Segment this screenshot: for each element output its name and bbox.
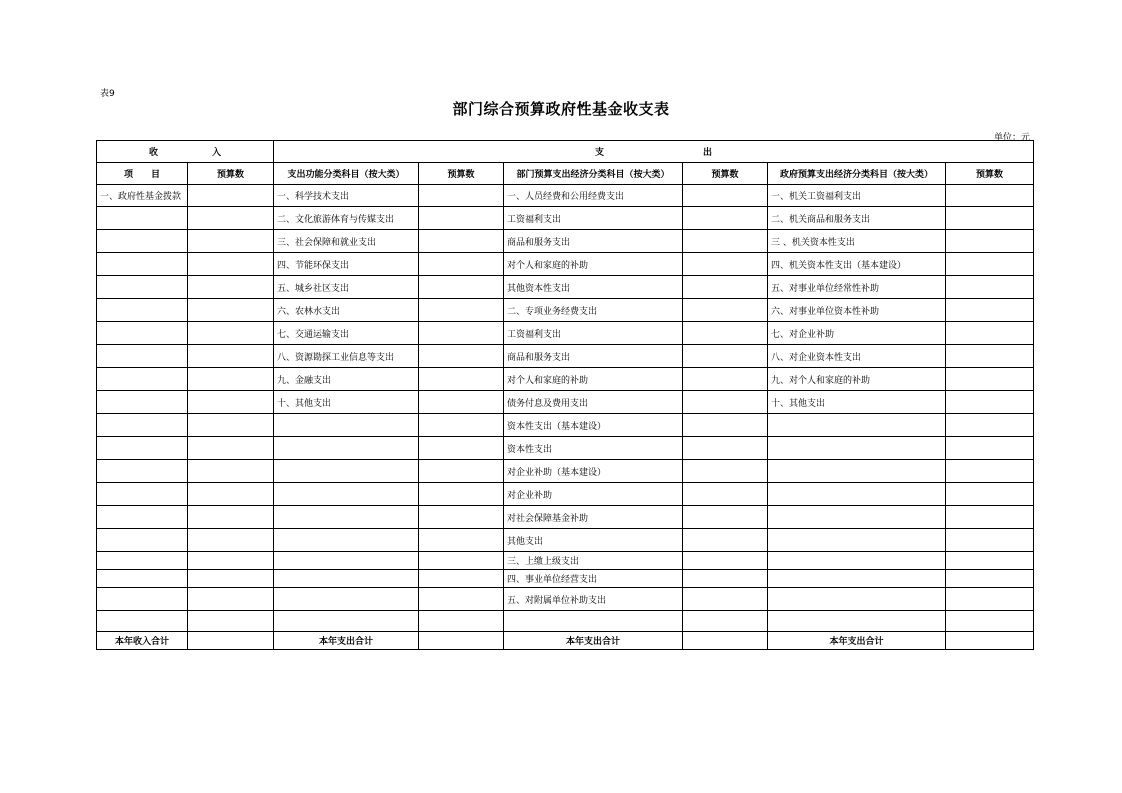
table-row	[97, 588, 1034, 611]
function-amount-cell	[419, 185, 504, 207]
gov-amount-cell	[946, 276, 1034, 299]
function-amount-cell	[419, 588, 504, 611]
dept-amount-cell	[683, 253, 768, 276]
gov-amount-cell	[946, 207, 1034, 230]
gov-econ-class-cell	[768, 483, 946, 506]
income-item-cell	[97, 414, 188, 437]
dept-econ-class-cell: 三、上缴上级支出	[504, 552, 683, 570]
income-amount-cell	[188, 437, 274, 460]
dept-econ-class-cell: 四、事业单位经营支出	[504, 570, 683, 588]
dept-amount-cell	[683, 437, 768, 460]
function-class-cell: 三、社会保障和就业支出	[274, 230, 419, 253]
function-class-cell	[274, 506, 419, 529]
col-header-gov-amount: 预算数	[946, 163, 1034, 185]
dept-total-label: 本年支出合计	[504, 632, 683, 650]
function-amount-cell	[419, 345, 504, 368]
dept-amount-cell	[683, 483, 768, 506]
table-row	[97, 437, 1034, 460]
function-amount-cell	[419, 207, 504, 230]
dept-amount-cell	[683, 570, 768, 588]
function-class-cell	[274, 570, 419, 588]
gov-econ-class-cell	[768, 460, 946, 483]
dept-econ-class-cell: 工资福利支出	[504, 322, 683, 345]
table-row	[97, 276, 1034, 299]
gov-amount-cell	[946, 483, 1034, 506]
function-class-cell: 十、其他支出	[274, 391, 419, 414]
income-amount-cell	[188, 345, 274, 368]
gov-amount-cell	[946, 299, 1034, 322]
income-amount-cell	[188, 588, 274, 611]
dept-econ-class-cell: 资本性支出	[504, 437, 683, 460]
income-amount-cell	[188, 368, 274, 391]
unit-label: 单位：元	[993, 133, 1030, 143]
dept-econ-class-cell: 对企业补助	[504, 483, 683, 506]
function-class-cell	[274, 588, 419, 611]
gov-amount-cell	[946, 414, 1034, 437]
dept-total-amount	[683, 632, 768, 650]
function-amount-cell	[419, 611, 504, 632]
income-item-cell	[97, 483, 188, 506]
income-total-amount	[188, 632, 274, 650]
table-row	[97, 506, 1034, 529]
function-amount-cell	[419, 322, 504, 345]
function-class-cell: 六、农林水支出	[274, 299, 419, 322]
gov-econ-class-cell: 三 、机关资本性支出	[768, 230, 946, 253]
function-amount-cell	[419, 253, 504, 276]
function-class-cell	[274, 611, 419, 632]
dept-amount-cell	[683, 230, 768, 253]
income-amount-cell	[188, 506, 274, 529]
function-class-cell	[274, 483, 419, 506]
income-amount-cell	[188, 299, 274, 322]
gov-total-amount	[946, 632, 1034, 650]
page-title: 部门综合预算政府性基金收支表	[452, 100, 670, 118]
dept-amount-cell	[683, 460, 768, 483]
dept-amount-cell	[683, 322, 768, 345]
dept-econ-class-cell: 对个人和家庭的补助	[504, 253, 683, 276]
table-row	[97, 322, 1034, 345]
gov-econ-class-cell	[768, 588, 946, 611]
table-row	[97, 460, 1034, 483]
income-amount-cell	[188, 611, 274, 632]
totals-row	[97, 632, 1034, 650]
table-row	[97, 483, 1034, 506]
dept-econ-class-cell: 其他支出	[504, 529, 683, 552]
income-item-cell	[97, 529, 188, 552]
gov-amount-cell	[946, 345, 1034, 368]
col-header-function-amount: 预算数	[419, 163, 504, 185]
income-item-cell	[97, 253, 188, 276]
section-header-row	[97, 141, 1034, 163]
budget-table	[96, 140, 1034, 650]
income-item-cell	[97, 391, 188, 414]
gov-amount-cell	[946, 322, 1034, 345]
dept-amount-cell	[683, 529, 768, 552]
gov-econ-class-cell	[768, 437, 946, 460]
table-row	[97, 552, 1034, 570]
dept-econ-class-cell: 对个人和家庭的补助	[504, 368, 683, 391]
function-class-cell: 一、科学技术支出	[274, 185, 419, 207]
dept-amount-cell	[683, 506, 768, 529]
table-row	[97, 368, 1034, 391]
column-header-row	[97, 163, 1034, 185]
table-row	[97, 230, 1034, 253]
table-row	[97, 299, 1034, 322]
income-amount-cell	[188, 483, 274, 506]
income-header: 收 入	[97, 141, 274, 163]
gov-econ-class-cell	[768, 414, 946, 437]
col-header-dept-amount: 预算数	[683, 163, 768, 185]
gov-amount-cell	[946, 570, 1034, 588]
gov-econ-class-cell: 四、机关资本性支出（基本建设）	[768, 253, 946, 276]
dept-amount-cell	[683, 588, 768, 611]
gov-econ-class-cell: 一、机关工资福利支出	[768, 185, 946, 207]
income-item-cell	[97, 460, 188, 483]
gov-amount-cell	[946, 391, 1034, 414]
income-amount-cell	[188, 230, 274, 253]
gov-econ-class-cell: 六、对事业单位资本性补助	[768, 299, 946, 322]
gov-econ-class-cell	[768, 506, 946, 529]
dept-econ-class-cell	[504, 611, 683, 632]
income-amount-cell	[188, 322, 274, 345]
income-amount-cell	[188, 552, 274, 570]
dept-amount-cell	[683, 552, 768, 570]
table-row	[97, 529, 1034, 552]
function-total-label: 本年支出合计	[274, 632, 419, 650]
income-total-label: 本年收入合计	[97, 632, 188, 650]
table-row	[97, 207, 1034, 230]
dept-econ-class-cell: 商品和服务支出	[504, 345, 683, 368]
income-item-cell	[97, 276, 188, 299]
income-item-cell	[97, 437, 188, 460]
gov-amount-cell	[946, 611, 1034, 632]
income-amount-cell	[188, 460, 274, 483]
income-item-cell	[97, 588, 188, 611]
dept-econ-class-cell: 工资福利支出	[504, 207, 683, 230]
gov-amount-cell	[946, 588, 1034, 611]
function-amount-cell	[419, 299, 504, 322]
function-class-cell: 九、金融支出	[274, 368, 419, 391]
income-amount-cell	[188, 253, 274, 276]
income-item-cell	[97, 570, 188, 588]
function-amount-cell	[419, 414, 504, 437]
dept-econ-class-cell: 其他资本性支出	[504, 276, 683, 299]
dept-econ-class-cell: 商品和服务支出	[504, 230, 683, 253]
income-item-cell	[97, 230, 188, 253]
function-amount-cell	[419, 506, 504, 529]
gov-econ-class-cell: 五、对事业单位经常性补助	[768, 276, 946, 299]
income-amount-cell	[188, 570, 274, 588]
dept-amount-cell	[683, 276, 768, 299]
function-amount-cell	[419, 460, 504, 483]
income-amount-cell	[188, 185, 274, 207]
gov-econ-class-cell	[768, 552, 946, 570]
function-class-cell	[274, 437, 419, 460]
gov-amount-cell	[946, 368, 1034, 391]
income-item-cell	[97, 299, 188, 322]
function-amount-cell	[419, 437, 504, 460]
function-amount-cell	[419, 230, 504, 253]
income-item-cell	[97, 611, 188, 632]
function-class-cell: 七、交通运输支出	[274, 322, 419, 345]
dept-amount-cell	[683, 185, 768, 207]
income-item-cell	[97, 552, 188, 570]
gov-econ-class-cell: 八、对企业资本性支出	[768, 345, 946, 368]
function-amount-cell	[419, 368, 504, 391]
dept-econ-class-cell: 对社会保障基金补助	[504, 506, 683, 529]
dept-amount-cell	[683, 299, 768, 322]
income-amount-cell	[188, 391, 274, 414]
dept-econ-class-cell: 对企业补助（基本建设）	[504, 460, 683, 483]
function-class-cell	[274, 529, 419, 552]
dept-econ-class-cell: 五、对附属单位补助支出	[504, 588, 683, 611]
gov-econ-class-cell: 九、对个人和家庭的补助	[768, 368, 946, 391]
function-class-cell: 五、城乡社区支出	[274, 276, 419, 299]
gov-amount-cell	[946, 460, 1034, 483]
function-amount-cell	[419, 570, 504, 588]
gov-econ-class-cell: 七、对企业补助	[768, 322, 946, 345]
expense-header: 支 出	[274, 141, 1034, 163]
gov-amount-cell	[946, 506, 1034, 529]
function-amount-cell	[419, 529, 504, 552]
col-header-item: 项 目	[97, 163, 188, 185]
gov-amount-cell	[946, 552, 1034, 570]
table-row	[97, 253, 1034, 276]
function-amount-cell	[419, 552, 504, 570]
dept-amount-cell	[683, 368, 768, 391]
dept-amount-cell	[683, 207, 768, 230]
gov-amount-cell	[946, 230, 1034, 253]
dept-amount-cell	[683, 611, 768, 632]
table-row	[97, 414, 1034, 437]
table-row	[97, 345, 1034, 368]
gov-amount-cell	[946, 185, 1034, 207]
table-row	[97, 185, 1034, 207]
col-header-income-amount: 预算数	[188, 163, 274, 185]
function-amount-cell	[419, 391, 504, 414]
col-header-dept-econ-class: 部门预算支出经济分类科目（按大类）	[504, 163, 683, 185]
col-header-function-class: 支出功能分类科目（按大类）	[274, 163, 419, 185]
gov-econ-class-cell	[768, 570, 946, 588]
function-class-cell: 四、节能环保支出	[274, 253, 419, 276]
income-amount-cell	[188, 414, 274, 437]
function-class-cell	[274, 414, 419, 437]
function-class-cell: 八、资源勘探工业信息等支出	[274, 345, 419, 368]
dept-econ-class-cell: 二、专项业务经费支出	[504, 299, 683, 322]
gov-econ-class-cell: 十、其他支出	[768, 391, 946, 414]
function-total-amount	[419, 632, 504, 650]
income-amount-cell	[188, 207, 274, 230]
dept-amount-cell	[683, 414, 768, 437]
table-number: 表9	[100, 89, 115, 99]
dept-econ-class-cell: 债务付息及费用支出	[504, 391, 683, 414]
gov-econ-class-cell	[768, 611, 946, 632]
income-item-cell	[97, 345, 188, 368]
table-row	[97, 611, 1034, 632]
income-amount-cell	[188, 276, 274, 299]
table-row	[97, 570, 1034, 588]
col-header-gov-econ-class: 政府预算支出经济分类科目（按大类）	[768, 163, 946, 185]
income-item-cell	[97, 207, 188, 230]
function-class-cell: 二、文化旅游体育与传媒支出	[274, 207, 419, 230]
income-amount-cell	[188, 529, 274, 552]
function-amount-cell	[419, 483, 504, 506]
income-item-cell	[97, 322, 188, 345]
gov-amount-cell	[946, 253, 1034, 276]
gov-total-label: 本年支出合计	[768, 632, 946, 650]
function-class-cell	[274, 552, 419, 570]
income-item-cell	[97, 506, 188, 529]
income-item-cell: 一、政府性基金拨款	[97, 185, 188, 207]
dept-econ-class-cell: 资本性支出（基本建设）	[504, 414, 683, 437]
income-item-cell	[97, 368, 188, 391]
gov-amount-cell	[946, 437, 1034, 460]
dept-amount-cell	[683, 345, 768, 368]
table-row	[97, 391, 1034, 414]
gov-econ-class-cell	[768, 529, 946, 552]
dept-amount-cell	[683, 391, 768, 414]
function-class-cell	[274, 460, 419, 483]
dept-econ-class-cell: 一、人员经费和公用经费支出	[504, 185, 683, 207]
gov-econ-class-cell: 二、机关商品和服务支出	[768, 207, 946, 230]
gov-amount-cell	[946, 529, 1034, 552]
function-amount-cell	[419, 276, 504, 299]
